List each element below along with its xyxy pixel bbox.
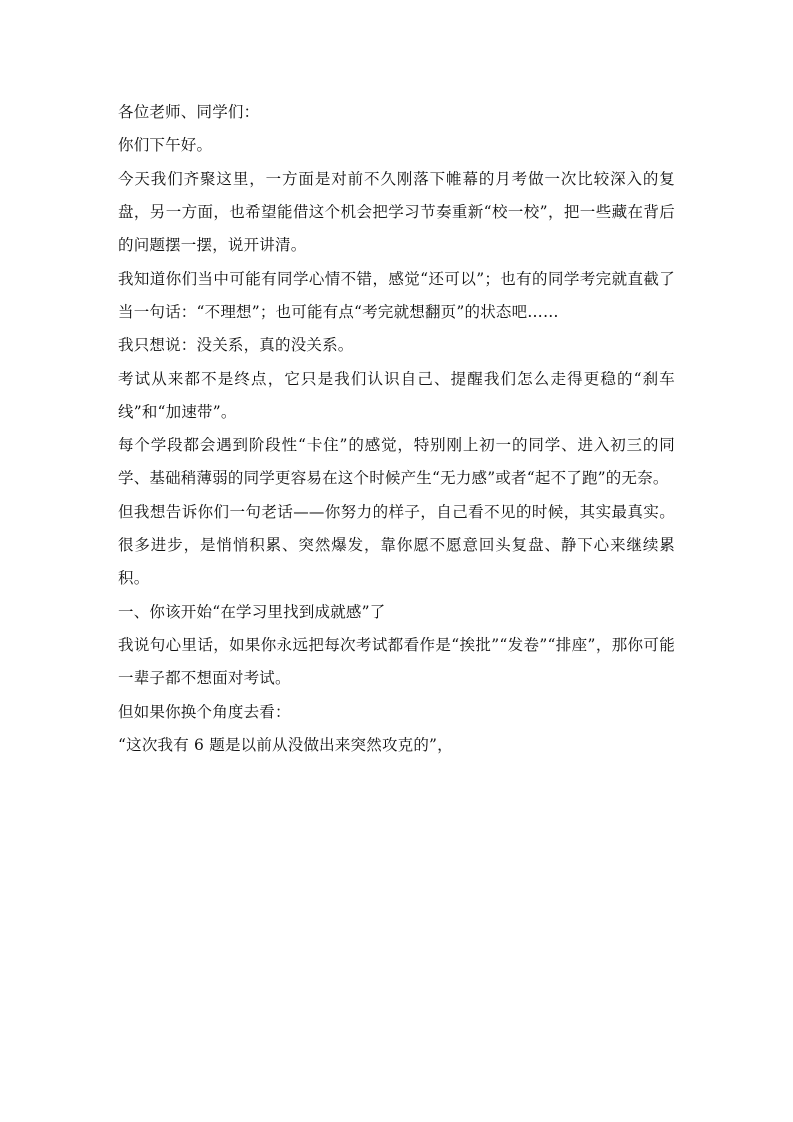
paragraph-exam-meaning: 考试从来都不是终点，它只是我们认识自己、提醒我们怎么走得更稳的“刹车线”和“加速带”。 — [118, 369, 675, 421]
paragraph-switch-angle: 但如果你换个角度去看： — [118, 702, 291, 721]
document-body — [118, 96, 675, 762]
paragraph-salutation: 各位老师、同学们： — [118, 103, 260, 121]
paragraph-moods: 我知道你们当中可能有同学心情不错，感觉“还可以”；也有的同学考完就直截了当一句话：“不理想”；也可能有点“考完就想翻页”的状态吧…… — [118, 269, 675, 321]
paragraph-greeting: 你们下午好。 — [118, 136, 213, 155]
section-heading-one: 一、你该开始“在学习里找到成就感”了 — [118, 602, 386, 621]
paragraph-stuck-feeling: 每个学段都会遇到阶段性“卡住”的感觉，特别刚上初一的同学、进入初三的同学、基础稍薄弱的同学更容易在这个时候产生“无力感”或者“起不了跑”的无奈。 — [118, 436, 675, 488]
paragraph-heart-words: 我说句心里话，如果你永远把每次考试都看作是“挨批”“发卷”“排座”，那你可能一辈子都不想面对考试。 — [118, 636, 675, 688]
paragraph-intro: 今天我们齐聚这里，一方面是对前不久刚落下帷幕的月考做一次比较深入的复盘，另一方面，也希望能借这个机会把学习节奏重新“校一校”，把一些藏在背后的问题摆一摆，说开讲清。 — [118, 169, 675, 255]
paragraph-old-saying: 但我想告诉你们一句老话——你努力的样子，自己看不见的时候，其实最真实。很多进步，是悄悄积累、突然爆发，靠你愿不愿意回头复盘、静下心来继续累积。 — [118, 502, 675, 588]
paragraph-quote-example: “这次我有 6 题是以前从没做出来突然攻克的”， — [118, 735, 453, 754]
paragraph-reassurance: 我只想说：没关系，真的没关系。 — [118, 336, 354, 355]
